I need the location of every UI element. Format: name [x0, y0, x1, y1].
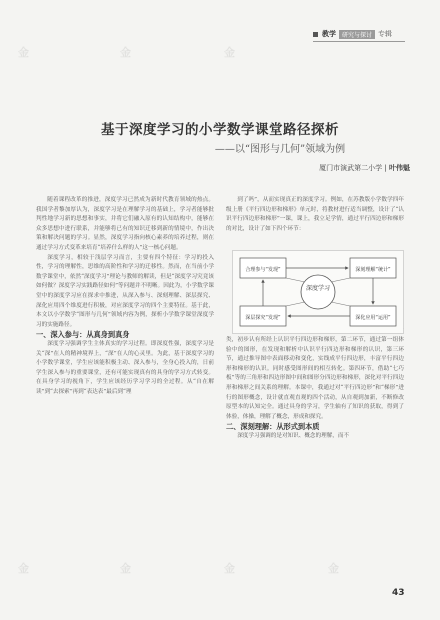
paragraph: 深度学习强调学生主体真实的学习过程。即深度性强，深度学习是关“深”在人的精神境界上，“深”在人的心灵里。为此，基于深度学习的小学数学课堂，学生应该能积极主动、深入参与，全身心投入的，日前学生深入参与的重要课堂，还有可能实现真有的具身的学习方式转变。在具身学习的视角下，学生应该经历学习学习的全过程。从“自在解读”到“去探索”再到“表达表”最后到“理	[36, 340, 214, 395]
diagram-box-label: 深刻理解“统计”	[355, 267, 391, 273]
left-column	[36, 196, 214, 397]
section-heading-2: 二、深刻理解：从形式到本质	[226, 422, 320, 432]
author-name: 叶伟魁	[389, 164, 410, 172]
author-line	[180, 163, 410, 173]
diagram-box-tl	[240, 258, 286, 278]
section-heading-1: 一、深入参与：从真身到真身	[36, 330, 130, 340]
paragraph: 类，初步认有所经上认识平行四边形和梯形，第二环节，通过第一组体验中的图形，在发现和解析中认识平行四边形和梯形的认识，第三环节，通过推导图中表面移动和变化，实线成平行四边形，丰富平行四边形和梯形的认识。同时感受图形间的相互转化。第四环节，借助“七巧板”等的三角形和四边形图中间和图形分四边形和梯形，深化对平行四边形和梯形之间关系的理解。本课中，我通过对“平行四边形”和“梯形”进行的图形概念，设计就直观直观的四个活动，从自观到加新，不断修改原型本的认知完全。通过具身的学习，学生轴有了知识的获取，得到了体验，体操，理解了概念，形成和探究。	[226, 336, 404, 420]
journal-header	[313, 28, 405, 40]
header-divider	[313, 41, 405, 42]
paragraph: 随着课程改革的推进，深度学习已然成为新时代教育领域的热点。我国学者黎加厚认为，深度学习是在理解学习的基础上，学习者能够批判性地学习新的思想和事实，并将它们融入原有的认知结构中，能够在众多思想中进行联系，并能够将已有的知识迁移到新的情境中，作出决策和解决问题的学习。显然，深度学习指向核心素养的培养过程，则在通过学习方式变革来培育“培养什么样的人”这一核心问题。	[36, 197, 214, 251]
article-subtitle: ——以“图形与几何”领域为例	[214, 144, 346, 155]
header-tag: 研究与探讨	[339, 30, 375, 39]
diagram-box-br	[350, 306, 396, 326]
watermark: 金	[224, 46, 235, 59]
diagram-center-circle	[301, 275, 335, 309]
diagram-box-bl	[240, 306, 286, 326]
watermark: 金	[224, 562, 235, 575]
header-section: 教学	[322, 30, 336, 38]
paragraph: 深度学习强调的是对知识、概念的理解，而不	[237, 432, 350, 439]
watermark: 金	[18, 562, 29, 575]
watermark: 金	[120, 562, 131, 575]
diagram-box-label: 合理参与“发现”	[245, 267, 281, 273]
diagram-box-label: 深化应用“运用”	[355, 315, 391, 321]
paragraph: 到了吗”，从而实现真正的深度学习。例如，在苏教版小学数学四年级上册《平行四边形和梯形》单元时，将教材进行适当调整，设计了“认识平行四边形和梯形”一课，课上，我立足学情，通过平行四边形和梯形的对比，设计了如下四个环节：	[226, 197, 404, 232]
deep-learning-diagram	[232, 250, 404, 334]
diagram-center-label-1: 深度学习	[305, 285, 331, 292]
article-title: 基于深度学习的小学数学课堂路径探析	[101, 122, 339, 138]
watermark: 金	[120, 46, 131, 59]
header-square-icon	[313, 32, 318, 37]
page-number: 43	[392, 588, 405, 598]
diagram-box-tr	[350, 258, 396, 278]
diagram-box-label: 深层探究“发现”	[245, 315, 281, 321]
watermark: 金	[328, 562, 339, 575]
header-column: 专辑	[378, 30, 393, 38]
author-org: 厦门市演武第二小学 |	[319, 164, 387, 172]
watermark: 金	[18, 46, 29, 59]
paragraph: 深度学习，相较于浅层学习而言，主要有四个特征：学习的投入性，学习的理解性，思维的高阶性和学习的迁移性。然而，在当前小学数学课堂中，依然“深度学习”理论与教师的解读，但是“深度学习究竟该如何做？深度学习实践路径如何”等问题并不明晰。因此为，小学数学课堂中的深度学习应在探求中推进，从深入参与、深刻理解、深层探究、深化应用四个维度进行积极，对应深度学习的四个主要特征。基于此，本文以小学数学“图形与几何”领域内容为例，探析小学数学课堂深度学习的实施路径。	[36, 254, 214, 328]
